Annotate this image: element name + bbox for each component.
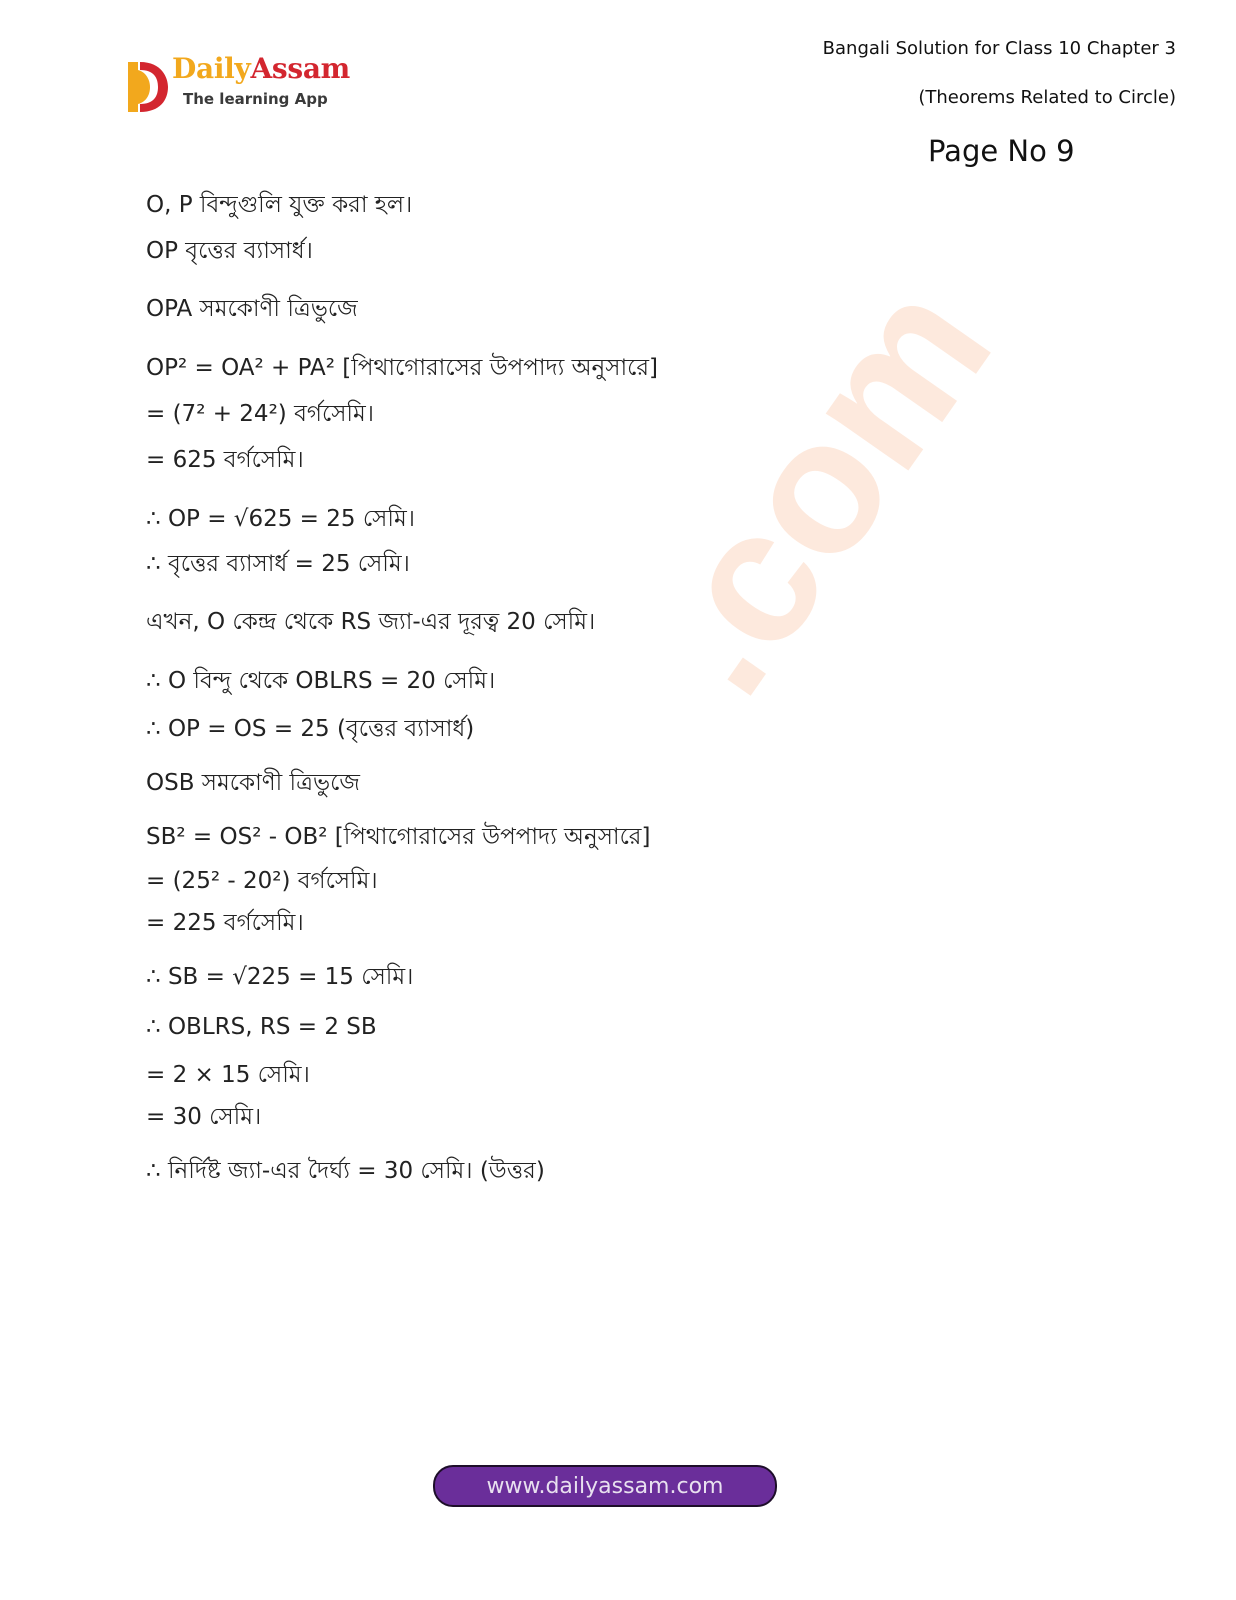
solution-line: OP² = OA² + PA² [পিথাগোরাসের উপপাদ্য অনুসারে] [146, 355, 658, 381]
solution-line: = 2 × 15 সেমি। [146, 1062, 310, 1088]
page-number: Page No 9 [928, 134, 1075, 168]
website-link-button[interactable] [433, 1465, 777, 1507]
logo-tagline: The learning App [183, 90, 328, 108]
solution-line: ∴ O বিন্দু থেকে OBLRS = 20 সেমি। [146, 668, 496, 694]
header-chapter-title: (Theorems Related to Circle) [918, 87, 1176, 108]
header-subject: Bangali Solution for Class 10 Chapter 3 [822, 38, 1176, 59]
watermark: .com [603, 244, 1032, 730]
solution-line: = 225 বর্গসেমি। [146, 910, 304, 936]
logo-name-daily: Daily [172, 52, 251, 85]
logo-d-icon [126, 60, 168, 114]
solution-line: ∴ বৃত্তের ব্যাসার্ধ = 25 সেমি। [146, 551, 410, 577]
logo-name [172, 52, 350, 85]
solution-line: ∴ OBLRS, RS = 2 SB [146, 1014, 377, 1040]
solution-line: = 30 সেমি। [146, 1104, 262, 1130]
solution-line: OPA সমকোণী ত্রিভুজে [146, 296, 358, 322]
solution-line: = (7² + 24²) বর্গসেমি। [146, 401, 374, 427]
solution-line: SB² = OS² - OB² [পিথাগোরাসের উপপাদ্য অনুসারে] [146, 824, 651, 850]
solution-line: ∴ OP = √625 = 25 সেমি। [146, 506, 415, 532]
solution-line: = (25² - 20²) বর্গসেমি। [146, 868, 378, 894]
logo-name-assam: Assam [250, 52, 350, 85]
solution-line: এখন, O কেন্দ্র থেকে RS জ্যা-এর দূরত্ব 20 সেমি। [146, 609, 596, 635]
solution-line: ∴ OP = OS = 25 (বৃত্তের ব্যাসার্ধ) [146, 716, 475, 742]
solution-line: = 625 বর্গসেমি। [146, 447, 304, 473]
website-url: www.dailyassam.com [486, 1473, 724, 1499]
dailyassam-logo[interactable] [126, 52, 366, 116]
solution-line: OP বৃত্তের ব্যাসার্ধ। [146, 238, 313, 264]
solution-line: ∴ নির্দিষ্ট জ্যা-এর দৈর্ঘ্য = 30 সেমি। (উত্তর) [146, 1158, 545, 1184]
solution-line: ∴ SB = √225 = 15 সেমি। [146, 964, 414, 990]
solution-line: OSB সমকোণী ত্রিভুজে [146, 770, 360, 796]
solution-line: O, P বিন্দুগুলি যুক্ত করা হল। [146, 192, 413, 218]
